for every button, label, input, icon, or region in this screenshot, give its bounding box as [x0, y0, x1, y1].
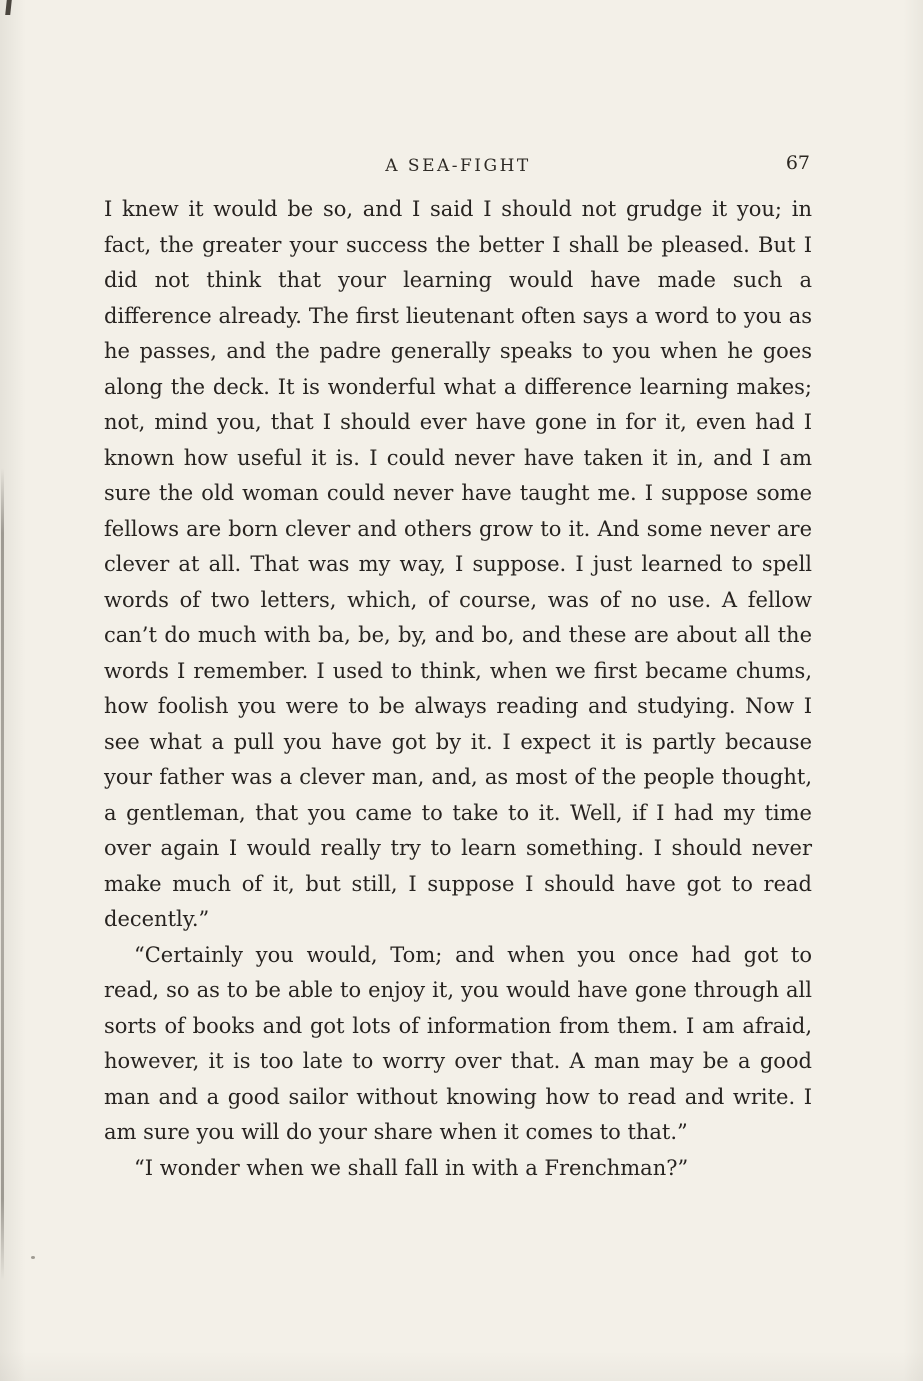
page-header	[104, 152, 812, 178]
paragraph: “Certainly you would, Tom; and when you once had got to read, so as to be able to enjoy it, you would have gone through all sorts of books and got lots of information from them. I am afraid, however, it is too late to worry over that. A man may be a good man and a good sailor without knowing how to read and write. I am sure you will do your share when it comes to that.”	[104, 942, 812, 1144]
scan-artifact-dot	[31, 1256, 35, 1259]
paragraph: “I wonder when we shall fall in with a Frenchman?”	[134, 1155, 689, 1180]
paragraph: I knew it would be so, and I said I should not grudge it you; in fact, the greater your success the better I shall be pleased. But I did not think that your learning would have made such a difference already. The first lieutenant often says a word to you as he passes, and the padre generally speaks to you when he goes along the deck. It is wonderful what a difference learning makes; not, mind you, that I should ever have gone in for it, even had I known how useful it is. I could never have taken it in, and I am sure the old woman could never have taught me. I suppose some fellows are born clever and others grow to it. And some never are clever at all. That was my way, I suppose. I just learned to spell words of two letters, which, of course, was of no use. A fellow can’t do much with ba, be, by, and bo, and these are about all the words I remember. I used to think, when we first became chums, how foolish you were to be always reading and studying. Now I see what a pull you have got by it. I expect it is partly because your father was a clever man, and, as most of the people thought, a gentleman, that you came to take to it. Well, if I had my time over again I would really try to learn something. I should never make much of it, but still, I suppose I should have got to read decently.”	[104, 197, 812, 931]
body-text	[104, 192, 812, 1186]
scan-artifact-left-edge-line	[1, 468, 4, 1280]
running-title: A SEA-FIGHT	[385, 156, 531, 176]
page-number: 67	[785, 152, 810, 174]
page-content	[104, 152, 812, 1186]
scan-artifact-corner	[5, 0, 12, 15]
